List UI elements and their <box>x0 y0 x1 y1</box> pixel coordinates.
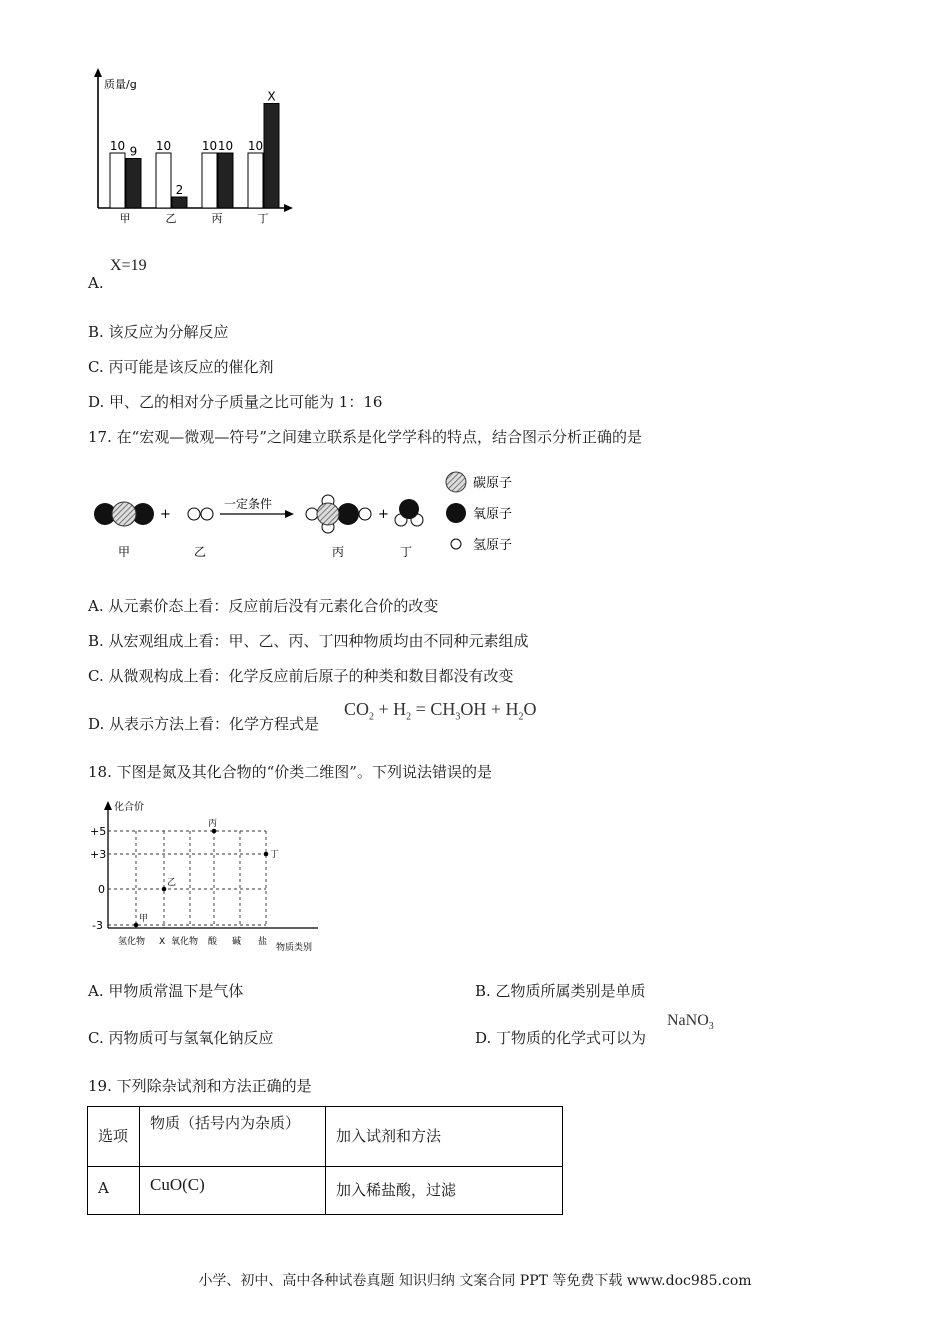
ytick-minus3: -3 <box>92 919 103 932</box>
row-option: A <box>88 1167 140 1215</box>
xtick-base: 碱 <box>232 937 242 947</box>
category-label-1: 甲 <box>119 212 131 225</box>
label-after-3: 10 <box>217 139 234 153</box>
q17-option-d <box>88 713 319 734</box>
table-row <box>88 1167 563 1215</box>
label-before-3: 10 <box>201 139 218 153</box>
ytick-plus3: +3 <box>90 848 107 861</box>
ytick-plus5: +5 <box>90 825 107 838</box>
xtick-acid: 酸 <box>208 937 218 947</box>
molecule-bing <box>306 495 371 533</box>
y-axis-label: 化合价 <box>114 802 144 813</box>
svg-text:丙: 丙 <box>208 819 218 829</box>
bar-after-4 <box>264 104 279 209</box>
point-bing <box>212 829 217 834</box>
label-yi: 乙 <box>194 545 207 559</box>
q17-option-c: C. 从微观构成上看：化学反应前后原子的种类和数目都没有改变 <box>88 667 514 685</box>
svg-text:甲: 甲 <box>139 914 149 924</box>
label-bing: 丙 <box>332 545 345 559</box>
x-axis-arrow <box>284 204 293 212</box>
q17-stem: 17. 在“宏观—微观—符号”之间建立联系是化学学科的特点，结合图示分析正确的是 <box>88 428 642 446</box>
bar-after-1 <box>126 159 141 209</box>
xtick-hydride: 氢化物 <box>118 937 146 947</box>
category-label-3: 丙 <box>211 212 223 225</box>
legend-carbon: 碳原子 <box>473 476 513 491</box>
plus-sign-1: + <box>160 507 171 522</box>
plus-sign-2: + <box>378 507 389 522</box>
q18-option-b: B. 乙物质所属类别是单质 <box>475 982 646 1000</box>
label-before-4: 10 <box>247 139 264 153</box>
xtick-salt: 盐 <box>258 937 268 947</box>
table-header-row <box>88 1107 563 1167</box>
ytick-zero: 0 <box>98 883 105 896</box>
point-jia <box>134 923 139 928</box>
q16-option-b: B. 该反应为分解反应 <box>88 323 229 341</box>
svg-text:丁: 丁 <box>270 850 280 860</box>
label-before-1: 10 <box>109 139 126 153</box>
q16-option-c: C. 丙可能是该反应的催化剂 <box>88 358 274 376</box>
category-label-2: 乙 <box>165 212 177 225</box>
label-ding: 丁 <box>400 545 413 559</box>
molecule-yi <box>188 508 213 520</box>
q18-option-d: D. 丁物质的化学式可以为 <box>475 1029 647 1047</box>
molecule-reaction-diagram <box>88 464 548 564</box>
q19-stem: 19. 下列除杂试剂和方法正确的是 <box>88 1077 312 1095</box>
header-option: 选项 <box>88 1107 140 1167</box>
bar-before-2 <box>156 153 171 208</box>
q18-option-d-formula: NaNO$_3$ <box>667 1012 714 1033</box>
xtick-oxide: 氧化物 <box>171 937 199 947</box>
q16-option-d: D. 甲、乙的相对分子质量之比可能为 1：16 <box>88 393 383 411</box>
x-axis-label: 物质类别 <box>276 943 313 953</box>
q17-option-a: A. 从元素价态上看：反应前后没有元素化合价的改变 <box>88 597 439 615</box>
q16-option-a-letter: A. <box>88 274 104 292</box>
q17-equation: $CO_2 + H_2 = CH_3OH + H_2O$ <box>344 699 537 723</box>
q17-option-b: B. 从宏观组成上看：甲、乙、丙、丁四种物质均由不同种元素组成 <box>88 632 529 650</box>
q18-option-c: C. 丙物质可与氢氧化钠反应 <box>88 1029 274 1047</box>
label-jia: 甲 <box>118 545 131 559</box>
y-axis-arrow <box>94 68 102 77</box>
row-substance: CuO(C) <box>140 1167 326 1215</box>
row-method: 加入稀盐酸，过滤 <box>326 1167 563 1215</box>
chart-ylabel: 质量/g <box>104 78 137 91</box>
label-after-4: X <box>267 89 276 104</box>
legend-hydrogen-icon <box>451 539 461 549</box>
legend-carbon-icon <box>446 472 466 492</box>
legend-oxygen: 氧原子 <box>473 507 513 522</box>
label-before-2: 10 <box>155 139 172 153</box>
legend-hydrogen: 氢原子 <box>473 538 513 553</box>
label-after-1: 9 <box>129 144 138 159</box>
page-footer: 小学、初中、高中各种试卷真题 知识归纳 文案合同 PPT 等免费下载 www.doc985.com <box>198 1273 752 1289</box>
svg-text:乙: 乙 <box>167 878 177 888</box>
point-yi <box>162 887 167 892</box>
molecule-jia <box>94 502 154 526</box>
q16-option-a-formula: X=19 <box>110 257 147 274</box>
bar-before-3 <box>202 153 217 208</box>
category-label-4: 丁 <box>257 212 269 225</box>
bar-after-2 <box>172 197 187 208</box>
point-ding <box>264 852 269 857</box>
label-after-2: 2 <box>175 183 184 197</box>
impurity-table <box>87 1106 563 1215</box>
bar-before-1 <box>110 153 125 208</box>
valence-class-chart <box>88 798 338 958</box>
q17-option-d-text: D. 从表示方法上看：化学方程式是 <box>88 715 320 733</box>
reaction-condition: 一定条件 <box>224 497 273 511</box>
bar-before-4 <box>248 153 263 208</box>
legend-oxygen-icon <box>446 503 466 523</box>
header-substance: 物质（括号内为杂质） <box>140 1107 326 1167</box>
molecule-ding <box>395 499 423 526</box>
header-method: 加入试剂和方法 <box>326 1107 563 1167</box>
bar-after-3 <box>218 153 233 208</box>
q18-stem: 18. 下图是氮及其化合物的“价类二维图”。下列说法错误的是 <box>88 763 492 781</box>
mass-bar-chart <box>88 66 303 228</box>
xtick-x: X <box>159 937 166 947</box>
q18-option-a: A. 甲物质常温下是气体 <box>88 982 244 1000</box>
